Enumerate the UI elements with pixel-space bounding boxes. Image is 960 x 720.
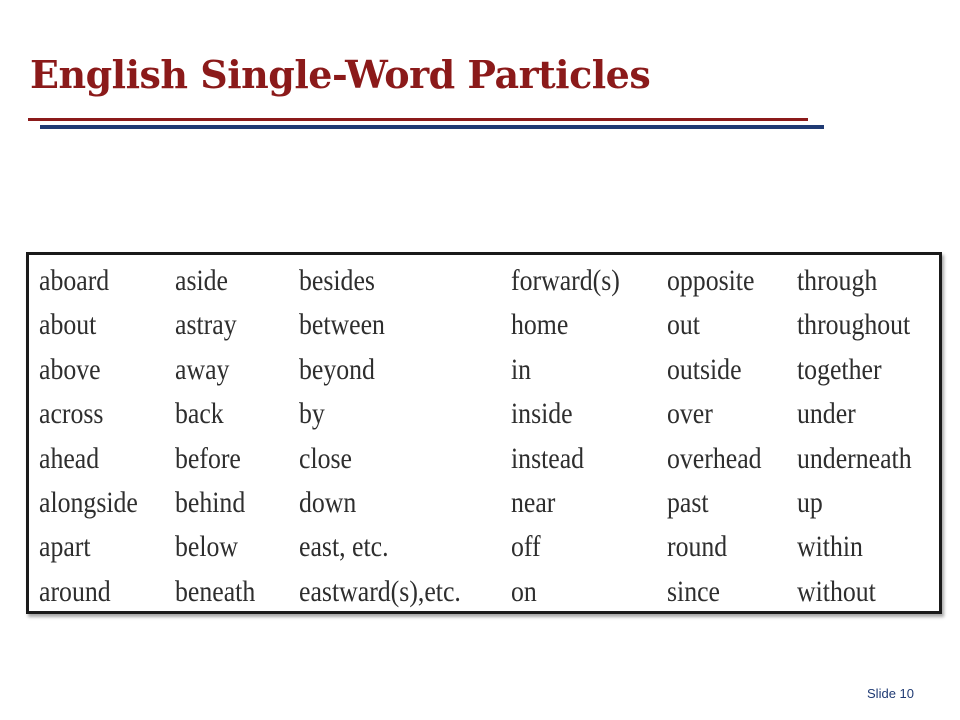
particle-word: astray — [175, 308, 237, 342]
particle-word: outside — [667, 352, 742, 386]
title-underline-red — [28, 118, 808, 121]
particle-word: home — [511, 308, 569, 342]
particle-word: throughout — [797, 308, 911, 342]
particle-column — [511, 259, 638, 614]
particle-word: across — [39, 397, 104, 431]
particle-word: under — [797, 397, 856, 431]
particle-word: alongside — [39, 485, 138, 519]
particle-word: overhead — [667, 441, 762, 475]
particle-word: beneath — [175, 574, 256, 608]
particle-word: up — [797, 485, 823, 519]
particle-word: below — [175, 530, 239, 564]
particle-column — [667, 259, 777, 614]
particle-word: underneath — [797, 441, 912, 475]
particle-column — [39, 259, 154, 614]
particle-word: together — [797, 352, 882, 386]
particle-word: between — [299, 308, 385, 342]
particle-word: through — [797, 264, 878, 297]
particle-word: in — [511, 352, 532, 386]
particle-word: behind — [175, 485, 246, 519]
particle-word: close — [299, 441, 353, 475]
particle-word: on — [511, 574, 537, 608]
particle-word: opposite — [667, 264, 755, 297]
particle-word: apart — [39, 530, 91, 564]
particles-grid — [29, 255, 939, 611]
particle-word: over — [667, 397, 713, 431]
particle-column — [299, 259, 487, 614]
particle-word: inside — [511, 397, 573, 431]
slide-title: English Single-Word Particles — [30, 52, 651, 97]
particle-word: within — [797, 530, 863, 564]
particle-word: past — [667, 485, 709, 519]
particle-word: instead — [511, 441, 585, 475]
particle-word: since — [667, 574, 721, 608]
particle-column — [797, 259, 930, 614]
particle-word: ahead — [39, 441, 100, 475]
particle-word: about — [39, 308, 97, 342]
particle-word: east, etc. — [299, 530, 389, 564]
particle-word: forward(s) — [511, 264, 620, 297]
particle-word: eastward(s),etc. — [299, 574, 461, 608]
particle-word: out — [667, 308, 700, 342]
particles-table — [26, 252, 942, 614]
particle-word: by — [299, 397, 325, 431]
particle-word: away — [175, 352, 230, 386]
title-underline-blue — [40, 125, 824, 129]
particle-word: off — [511, 530, 541, 564]
particle-word: back — [175, 397, 224, 431]
particle-word: aside — [175, 264, 229, 297]
particle-word: aboard — [39, 264, 110, 297]
particle-word: above — [39, 352, 101, 386]
particle-word: around — [39, 574, 111, 608]
particle-word: besides — [299, 264, 375, 297]
particle-word: before — [175, 441, 241, 475]
particle-word: beyond — [299, 352, 375, 386]
slide-number: Slide 10 — [867, 686, 914, 701]
particle-word: without — [797, 574, 876, 608]
particle-word: down — [299, 485, 357, 519]
particle-word: round — [667, 530, 728, 564]
particle-word: near — [511, 485, 556, 519]
particle-column — [175, 259, 268, 614]
